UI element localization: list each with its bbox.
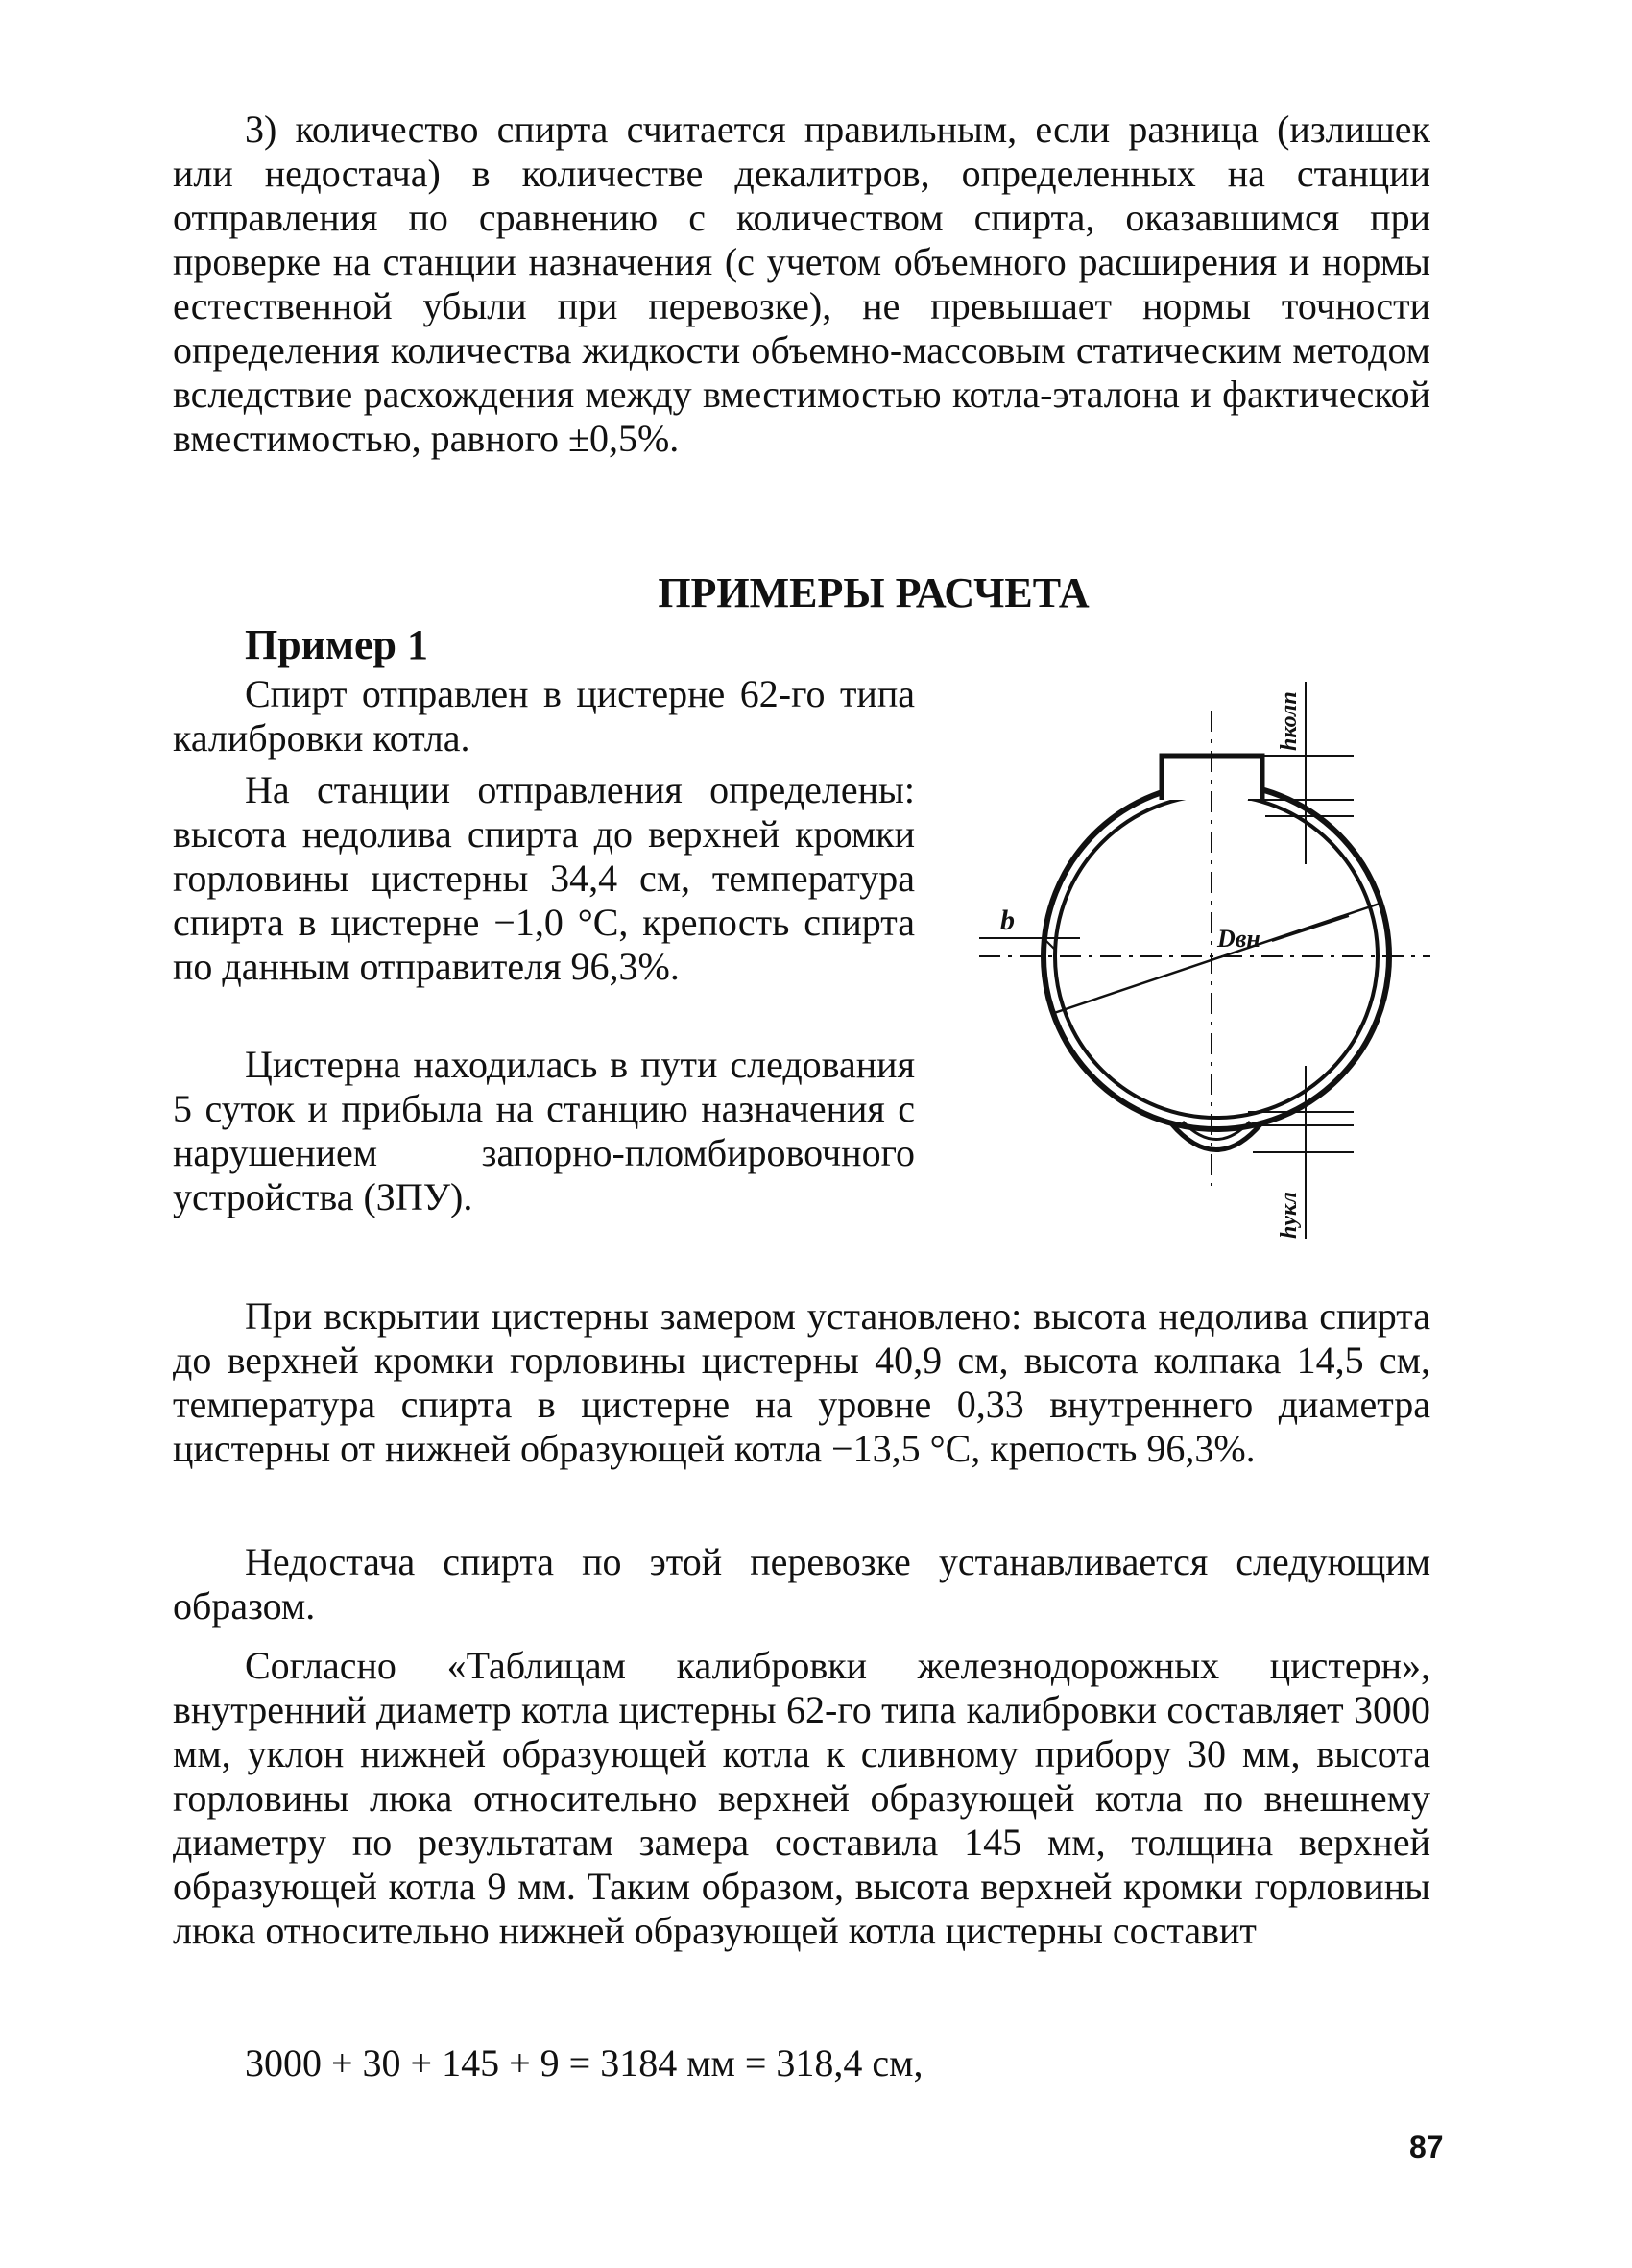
tank-cross-section-diagram	[960, 663, 1459, 1258]
slope-height-label: hукл	[1277, 1192, 1302, 1239]
paragraph-calibration-tables: Согласно «Таблицам калибровки железнодорожных цистерн», внутренний диаметр котла цистерны 62-го типа калибровки составляет 3000 мм, уклон нижней образующей котла к сливному прибору 30 мм, высота горловины люка относительно верхней образующей котла по внешнему диаметру по результатам замера составила 145 мм, толщина верхней образующей котла 9 мм. Таким образом, высота верхней кромки горловины люка относительно нижней образующей котла цистерны составит	[173, 1644, 1430, 1952]
paragraph-transit: Цистерна находилась в пути следования 5 суток и прибыла на станцию назначения с нарушением запорно-пломбировочного устройства (ЗПУ).	[173, 1043, 915, 1218]
section-title: ПРИМЕРЫ РАСЧЕТА	[658, 569, 1090, 616]
paragraph-arrival-measurements: При вскрытии цистерны замером установлено: высота недолива спирта до верхней кромки горловины цистерны 40,9 см, высота колпака 14,5 см, температура спирта в цистерне на уровне 0,33 внутреннего диаметра цистерны от нижней образующей котла −13,5 °С, крепость 96,3%.	[173, 1294, 1430, 1470]
diameter-line	[1051, 903, 1382, 1014]
diameter-label-leader	[1272, 916, 1349, 941]
page-number: 87	[1409, 2130, 1444, 2164]
tank-outer-shell	[1044, 784, 1389, 1129]
paragraph-tank-type: Спирт отправлен в цистерне 62-го типа калибровки котла.	[173, 672, 915, 760]
cap-height-label: hколп	[1277, 691, 1302, 751]
example-heading: Пример 1	[245, 621, 429, 668]
intro-paragraph: 3) количество спирта считается правильным, если разница (излишек или недостача) в количестве декалитров, определенных на станции отправления по сравнению с количеством спирта, оказавшимся при проверке на станции назначения (с учетом объемного расширения и нормы естественной убыли при перевозке), не превышает нормы точности определения количества жидкости объемно-массовым статическим методом вследствие расхождения между вместимостью котла-эталона и фактической вместимостью, равного ±0,5%.	[173, 108, 1430, 460]
paragraph-departure-measurements: На станции отправления определены: высота недолива спирта до верхней кромки горловины цистерны 34,4 см, температура спирта в цистерне −1,0 °С, крепость спирта по данным отправителя 96,3%.	[173, 768, 915, 988]
diameter-label: Dвн	[1217, 925, 1260, 953]
paragraph-shortage-method: Недостача спирта по этой перевозке устанавливается следующим образом.	[173, 1540, 1430, 1628]
calculation-formula: 3000 + 30 + 145 + 9 = 3184 мм = 318,4 см,	[245, 2041, 924, 2085]
wall-thickness-label: b	[1000, 905, 1015, 936]
